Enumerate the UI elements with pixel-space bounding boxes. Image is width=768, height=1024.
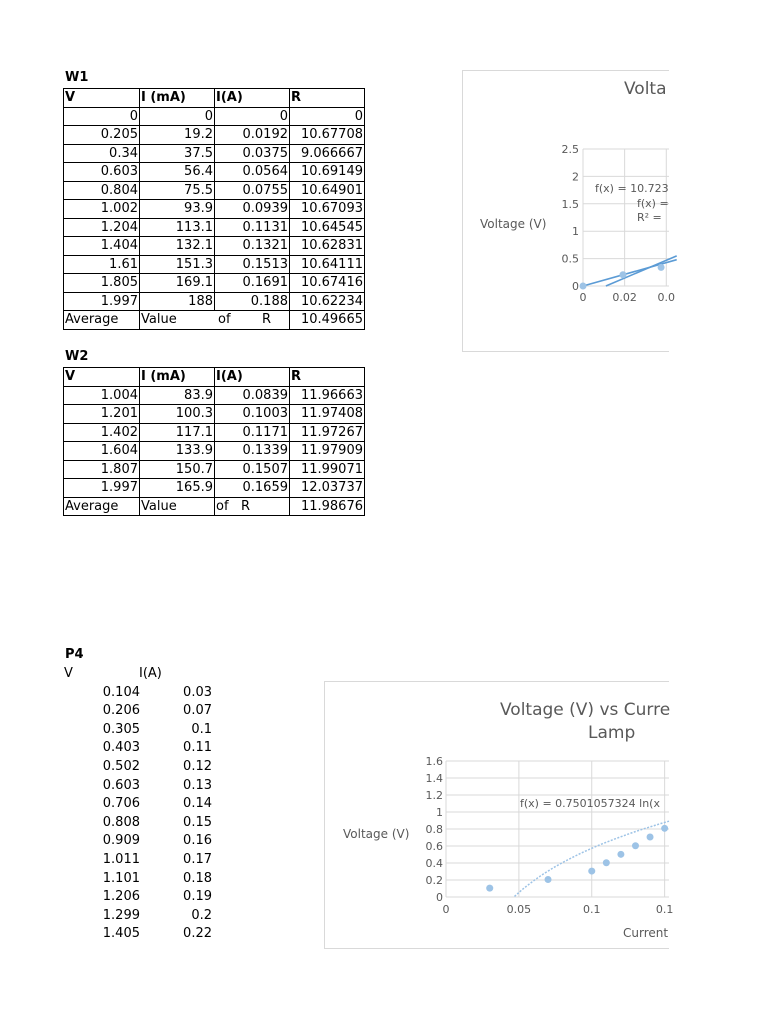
table-cell: 37.5 <box>140 144 215 163</box>
table-cell: 0.1691 <box>215 274 290 293</box>
table-row <box>64 907 216 926</box>
table-cell: 0.104 <box>102 684 140 700</box>
table-cell: 10.62831 <box>290 237 365 256</box>
table-cell: 0.909 <box>102 833 140 849</box>
y-tick-label: 1.2 <box>425 789 443 802</box>
table-cell: 0.0564 <box>215 163 290 182</box>
table-cell: 9.066667 <box>290 144 365 163</box>
y-tick-label: 1.4 <box>425 772 443 785</box>
table-cell: 0.804 <box>64 181 140 200</box>
w1-sheet-label: W1 <box>65 70 89 85</box>
table-cell: 75.5 <box>140 181 215 200</box>
y-tick-label: 0.5 <box>561 252 579 266</box>
trendline-r-squared: R² = <box>637 211 662 224</box>
table-row <box>64 386 365 405</box>
data-point <box>486 885 493 892</box>
average-row <box>64 497 365 516</box>
x-tick-label: 0.1 <box>655 903 674 916</box>
table-cell: 1.299 <box>102 907 140 923</box>
table-cell: 10.69149 <box>290 163 365 182</box>
table-row <box>64 739 216 758</box>
table-cell: 11.99071 <box>290 460 365 479</box>
average-word-value: Value <box>141 312 177 328</box>
data-point <box>603 859 610 866</box>
table-cell: 0.206 <box>102 703 140 719</box>
table-header-row <box>64 368 365 387</box>
y-tick-label: 1 <box>436 806 443 819</box>
table-row <box>64 479 365 498</box>
table-cell: 0.0192 <box>215 126 290 145</box>
table-row <box>64 442 365 461</box>
average-word-r: R <box>262 312 272 328</box>
table-cell: 10.64111 <box>290 255 365 274</box>
table-row <box>64 126 365 145</box>
y-tick-label: 0.2 <box>425 874 443 887</box>
table-row <box>64 237 365 256</box>
column-header: R <box>290 368 365 387</box>
column-header: I(A) <box>215 368 290 387</box>
table-cell: 0.15 <box>183 814 212 830</box>
table-cell: 0 <box>64 107 140 126</box>
table-cell: 11.97408 <box>290 405 365 424</box>
x-tick-label: 0.02 <box>612 291 637 304</box>
table-cell: 19.2 <box>140 126 215 145</box>
trend-line <box>583 260 677 286</box>
table-row <box>64 870 216 889</box>
table-cell: 0.0755 <box>215 181 290 200</box>
x-tick-label: 0.05 <box>506 903 532 916</box>
table-cell: 1.404 <box>64 237 140 256</box>
x-axis-label: Current <box>623 926 669 940</box>
table-row <box>64 758 216 777</box>
table-cell: 0.16 <box>183 833 212 849</box>
trendline-equation: f(x) = 10.723 <box>595 182 669 195</box>
table-row <box>64 405 365 424</box>
column-header: I (mA) <box>140 368 215 387</box>
table-cell: 10.62234 <box>290 292 365 311</box>
table-cell: 1.405 <box>102 926 140 942</box>
table-cell: 0.1659 <box>215 479 290 498</box>
table-cell: 0.0839 <box>215 386 290 405</box>
table-cell: 100.3 <box>140 405 215 424</box>
x-tick-label: 0.1 <box>583 903 601 916</box>
table-cell: 1.101 <box>102 870 140 886</box>
average-value: 10.49665 <box>290 311 365 330</box>
table-cell: 10.67708 <box>290 126 365 145</box>
table-cell: 0.1321 <box>215 237 290 256</box>
table-cell: 0.34 <box>64 144 140 163</box>
w1-chart-svg <box>463 71 676 351</box>
y-tick-label: 0 <box>572 280 579 293</box>
table-row <box>64 832 216 851</box>
table-cell: 132.1 <box>140 237 215 256</box>
average-word-value: Value <box>140 497 215 516</box>
y-tick-label: 0.4 <box>425 857 443 870</box>
table-cell: 0.03 <box>183 684 212 700</box>
table-cell: 117.1 <box>140 423 215 442</box>
table-row <box>64 274 365 293</box>
average-words <box>215 497 290 516</box>
y-tick-label: 0.8 <box>425 823 443 836</box>
chart-subtitle: Lamp <box>588 723 636 743</box>
table-row <box>64 814 216 833</box>
table-cell: 0.13 <box>183 777 212 793</box>
p4-table <box>64 665 216 944</box>
table-cell: 56.4 <box>140 163 215 182</box>
y-tick-label: 0 <box>436 891 443 904</box>
table-row <box>64 423 365 442</box>
table-cell: 0.1131 <box>215 218 290 237</box>
table-cell: 151.3 <box>140 255 215 274</box>
table-cell: 0.22 <box>183 926 212 942</box>
table-row <box>64 702 216 721</box>
column-header: V <box>64 666 73 681</box>
table-cell: 83.9 <box>140 386 215 405</box>
table-cell: 1.402 <box>64 423 140 442</box>
table-cell: 1.61 <box>64 255 140 274</box>
table-row <box>64 181 365 200</box>
table-cell: 1.997 <box>64 292 140 311</box>
trendline-equation: f(x) = 0.7501057324 ln(x <box>520 797 660 810</box>
data-point <box>545 876 552 883</box>
table-row <box>64 144 365 163</box>
w1-chart <box>462 70 676 352</box>
table-row <box>64 777 216 796</box>
table-cell: 113.1 <box>140 218 215 237</box>
table-cell: 10.64901 <box>290 181 365 200</box>
column-header: I(A) <box>215 89 290 108</box>
column-header: V <box>64 89 140 108</box>
table-row <box>64 292 365 311</box>
table-row <box>64 888 216 907</box>
average-words <box>140 311 290 330</box>
table-cell: 0.19 <box>183 889 212 905</box>
table-cell: 1.204 <box>64 218 140 237</box>
data-point <box>661 825 668 832</box>
table-cell: 0 <box>290 107 365 126</box>
average-label: Average <box>64 311 140 330</box>
average-word-of: of <box>216 498 229 514</box>
w2-sheet-label: W2 <box>65 349 89 364</box>
x-tick-label: 0 <box>442 903 450 916</box>
table-cell: 0.603 <box>102 777 140 793</box>
column-header: V <box>64 368 140 387</box>
table-cell: 0.1339 <box>215 442 290 461</box>
table-cell: 0.0939 <box>215 200 290 219</box>
table-cell: 0.0375 <box>215 144 290 163</box>
table-cell: 10.67416 <box>290 274 365 293</box>
table-cell: 0 <box>140 107 215 126</box>
x-tick-label: 0 <box>579 291 587 304</box>
y-tick-label: 1.5 <box>561 197 579 211</box>
p4-chart <box>324 681 674 949</box>
data-point <box>580 283 587 290</box>
table-cell: 0.2 <box>191 907 212 923</box>
column-header: I(A) <box>139 666 162 681</box>
y-tick-label: 1 <box>572 225 579 239</box>
table-cell: 1.805 <box>64 274 140 293</box>
table-cell: 11.97909 <box>290 442 365 461</box>
table-cell: 10.67093 <box>290 200 365 219</box>
table-row <box>64 925 216 944</box>
chart-title: Volta <box>624 79 667 99</box>
y-tick-label: 1.6 <box>425 755 443 768</box>
table-cell: 188 <box>140 292 215 311</box>
table-cell: 12.03737 <box>290 479 365 498</box>
table-cell: 1.002 <box>64 200 140 219</box>
table-cell: 0.1171 <box>215 423 290 442</box>
table-cell: 0.403 <box>102 740 140 756</box>
p4-chart-svg <box>325 682 674 948</box>
table-cell: 1.997 <box>64 479 140 498</box>
table-cell: 1.201 <box>64 405 140 424</box>
table-cell: 0.17 <box>183 851 212 867</box>
table-cell: 11.96663 <box>290 386 365 405</box>
table-cell: 0.502 <box>102 758 140 774</box>
y-tick-label: 2.5 <box>561 143 579 156</box>
table-cell: 0.12 <box>183 758 212 774</box>
table-cell: 0.1507 <box>215 460 290 479</box>
w1-table <box>63 88 365 330</box>
table-cell: 150.7 <box>140 460 215 479</box>
table-header-row <box>64 89 365 108</box>
y-tick-label: 2 <box>572 170 579 184</box>
table-cell: 0.11 <box>183 740 212 756</box>
table-row <box>64 460 365 479</box>
table-cell: 0.07 <box>183 703 212 719</box>
table-row <box>64 255 365 274</box>
table-cell: 11.97267 <box>290 423 365 442</box>
table-row <box>64 163 365 182</box>
chart-title: Voltage (V) vs Curre <box>500 700 671 720</box>
table-cell: 1.807 <box>64 460 140 479</box>
average-row <box>64 311 365 330</box>
data-point <box>647 833 654 840</box>
table-row <box>64 684 216 703</box>
table-cell: 0.1513 <box>215 255 290 274</box>
table-cell: 165.9 <box>140 479 215 498</box>
table-row <box>64 795 216 814</box>
table-cell: 0.14 <box>183 796 212 812</box>
table-cell: 10.64545 <box>290 218 365 237</box>
table-cell: 1.004 <box>64 386 140 405</box>
table-cell: 1.604 <box>64 442 140 461</box>
average-word-r: R <box>240 498 250 514</box>
column-header: I (mA) <box>140 89 215 108</box>
table-cell: 0.188 <box>215 292 290 311</box>
table-cell: 1.011 <box>102 851 140 867</box>
p4-sheet-label: P4 <box>65 647 84 662</box>
y-axis-label: Voltage (V) <box>480 217 547 231</box>
table-cell: 169.1 <box>140 274 215 293</box>
average-word-of: of <box>218 312 231 328</box>
y-tick-label: 0.6 <box>425 840 443 853</box>
table-cell: 0.18 <box>183 870 212 886</box>
table-cell: 0.205 <box>64 126 140 145</box>
p4-header-row <box>64 665 216 684</box>
data-point <box>658 264 665 271</box>
table-cell: 0 <box>215 107 290 126</box>
table-row <box>64 218 365 237</box>
table-cell: 0.808 <box>102 814 140 830</box>
table-cell: 93.9 <box>140 200 215 219</box>
table-cell: 133.9 <box>140 442 215 461</box>
average-label: Average <box>64 497 140 516</box>
table-row <box>64 851 216 870</box>
table-cell: 1.206 <box>102 889 140 905</box>
table-row <box>64 200 365 219</box>
w2-table <box>63 367 365 516</box>
data-point <box>632 842 639 849</box>
column-header: R <box>290 89 365 108</box>
table-row <box>64 107 365 126</box>
table-cell: 0.305 <box>102 721 140 737</box>
average-value: 11.98676 <box>290 497 365 516</box>
table-cell: 0.1003 <box>215 405 290 424</box>
x-tick-label: 0.0 <box>657 291 676 304</box>
table-cell: 0.706 <box>102 796 140 812</box>
trendline-equation: f(x) = <box>637 197 669 210</box>
data-point <box>588 868 595 875</box>
data-point <box>617 851 624 858</box>
table-cell: 0.1 <box>191 721 212 737</box>
table-row <box>64 721 216 740</box>
data-point <box>619 271 626 278</box>
y-axis-label: Voltage (V) <box>343 827 410 841</box>
table-cell: 0.603 <box>64 163 140 182</box>
